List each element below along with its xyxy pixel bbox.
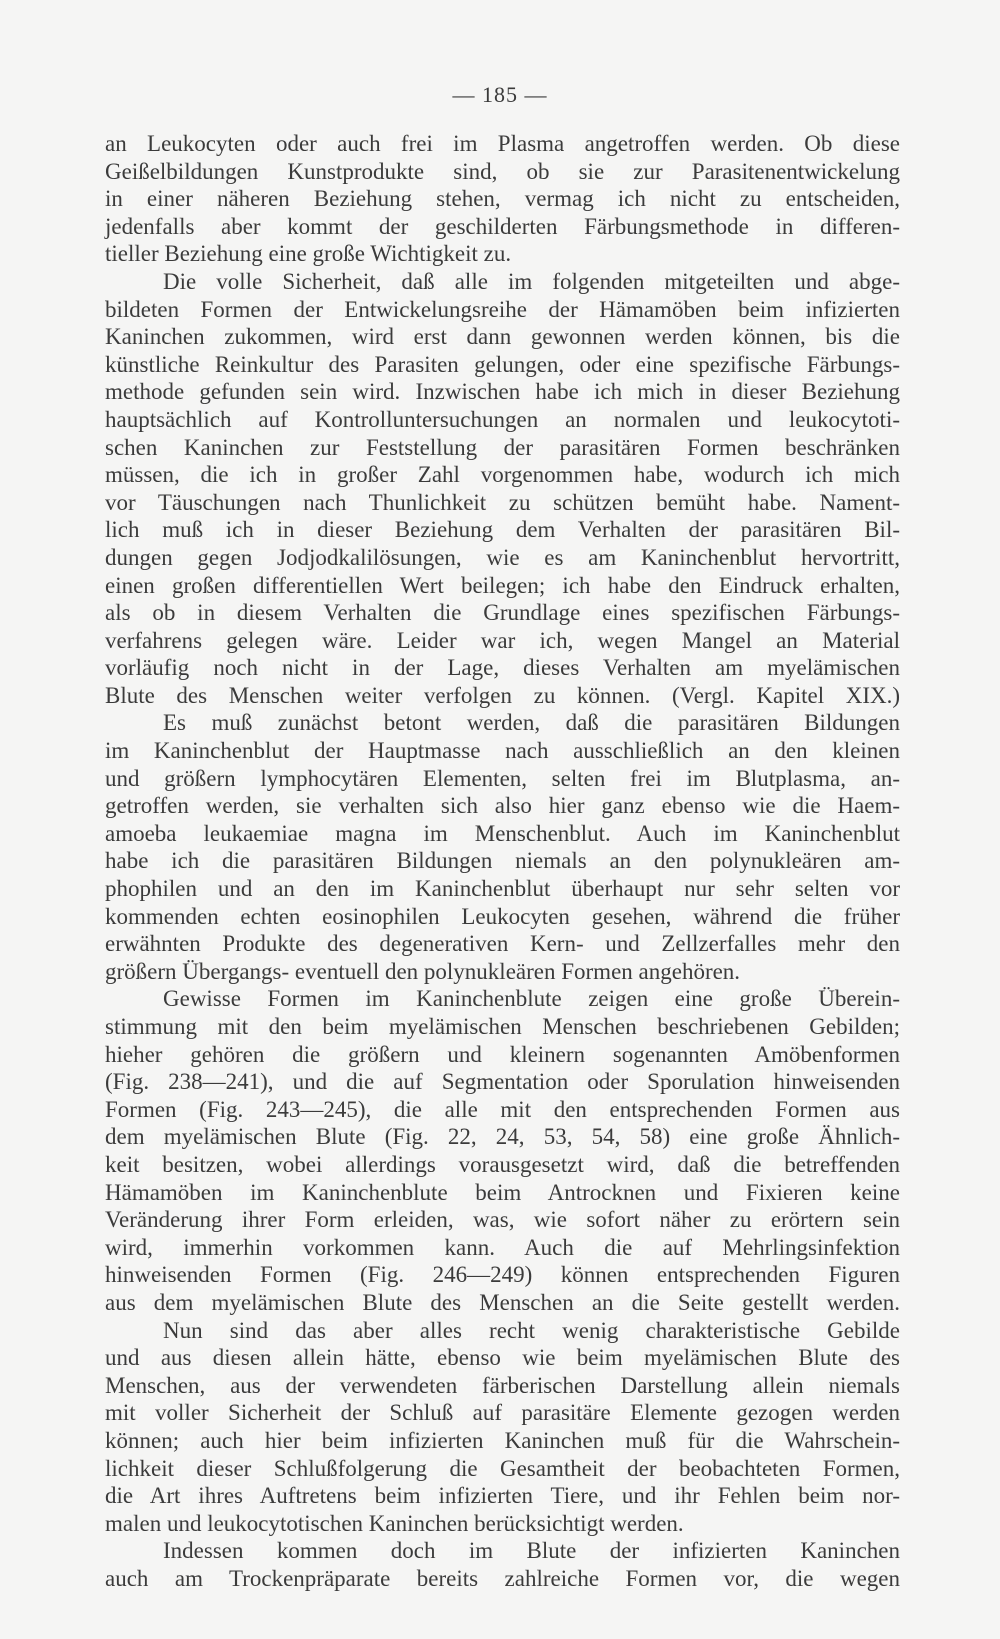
text-line: keit besitzen, wobei allerdings vorausgesetzt wird, daß die betreffenden <box>105 1151 900 1177</box>
text-line: malen und leukocytotischen Kaninchen berücksichtigt werden. <box>105 1510 684 1536</box>
text-line: die Art ihres Auftretens beim infizierten Tiere, und ihr Fehlen beim nor- <box>105 1483 900 1509</box>
text-line: lich muß ich in dieser Beziehung dem Verhalten der parasitären Bil- <box>105 517 900 543</box>
text-line: müssen, die ich in großer Zahl vorgenommen habe, wodurch ich mich <box>105 462 900 488</box>
text-line: an Leukocyten oder auch frei im Plasma angetroffen werden. Ob diese <box>105 131 900 156</box>
text-line: jedenfalls aber kommt der geschilderten Färbungsmethode in differen- <box>105 213 900 239</box>
text-line: Hämamöben im Kaninchenblute beim Antrocknen und Fixieren keine <box>105 1179 900 1205</box>
text-line: in einer näheren Beziehung stehen, vermag ich nicht zu entscheiden, <box>105 186 900 212</box>
text-line: methode gefunden sein wird. Inzwischen habe ich mich in dieser Beziehung <box>105 379 900 405</box>
text-line: einen großen differentiellen Wert beilegen; ich habe den Eindruck erhalten, <box>105 572 900 598</box>
text-line: bildeten Formen der Entwickelungsreihe der Hämamöben beim infizierten <box>105 296 900 322</box>
text-line: erwähnten Produkte des degenerativen Kern- und Zellzerfalles mehr den <box>105 931 900 957</box>
text-line: können; auch hier beim infizierten Kaninchen muß für die Wahrschein- <box>105 1427 900 1453</box>
text-line: Gewisse Formen im Kaninchenblute zeigen eine große Überein- <box>163 986 900 1012</box>
text-line: hauptsächlich auf Kontrolluntersuchungen an normalen und leukocytoti- <box>105 406 900 432</box>
text-line: Die volle Sicherheit, daß alle im folgenden mitgeteilten und abge- <box>163 268 900 294</box>
text-line: amoeba leukaemiae magna im Menschenblut. Auch im Kaninchenblut <box>105 820 900 846</box>
text-line: als ob in diesem Verhalten die Grundlage eines spezifischen Färbungs- <box>105 600 900 626</box>
text-line: wird, immerhin vorkommen kann. Auch die auf Mehrlingsinfektion <box>105 1234 900 1260</box>
text-line: Indessen kommen doch im Blute der infizierten Kaninchen <box>163 1538 900 1564</box>
text-line: Veränderung ihrer Form erleiden, was, wie sofort näher zu erörtern sein <box>105 1207 900 1233</box>
text-line: lichkeit dieser Schlußfolgerung die Gesamtheit der beobachteten Formen, <box>105 1455 900 1481</box>
text-line: vorläufig noch nicht in der Lage, dieses Verhalten am myelämischen <box>105 655 900 681</box>
text-line: vor Täuschungen nach Thunlichkeit zu schützen bemüht habe. Nament- <box>105 489 900 515</box>
body-text <box>105 130 900 1592</box>
text-line: und aus diesen allein hätte, ebenso wie beim myelämischen Blute des <box>105 1345 900 1371</box>
text-line: Menschen, aus der verwendeten färberischen Darstellung allein niemals <box>105 1372 900 1398</box>
text-line: Nun sind das aber alles recht wenig charakteristische Gebilde <box>163 1317 900 1343</box>
text-line: (Fig. 238—241), und die auf Segmentation oder Sporulation hinweisenden <box>105 1069 900 1095</box>
text-line: kommenden echten eosinophilen Leukocyten gesehen, während die früher <box>105 903 900 929</box>
text-line: auch am Trockenpräparate bereits zahlreiche Formen vor, die wegen <box>105 1565 900 1591</box>
text-line: im Kaninchenblut der Hauptmasse nach ausschließlich an den kleinen <box>105 738 900 764</box>
text-line: Es muß zunächst betont werden, daß die parasitären Bildungen <box>163 710 900 736</box>
text-line: tieller Beziehung eine große Wichtigkeit zu. <box>105 241 512 267</box>
text-line: verfahrens gelegen wäre. Leider war ich, wegen Mangel an Material <box>105 627 900 653</box>
text-line: schen Kaninchen zur Feststellung der parasitären Formen beschränken <box>105 434 900 460</box>
text-line: Blute des Menschen weiter verfolgen zu können. (Vergl. Kapitel XIX.) <box>105 682 900 708</box>
text-line: Geißelbildungen Kunstprodukte sind, ob sie zur Parasitenentwickelung <box>105 158 900 184</box>
text-line: künstliche Reinkultur des Parasiten gelungen, oder eine spezifische Färbungs- <box>105 351 900 377</box>
text-line: getroffen werden, sie verhalten sich also hier ganz ebenso wie die Haem- <box>105 793 900 819</box>
text-line: habe ich die parasitären Bildungen niemals an den polynukleären am- <box>105 848 900 874</box>
text-line: größern Übergangs- eventuell den polynukleären Formen angehören. <box>105 958 741 984</box>
text-line: hinweisenden Formen (Fig. 246—249) können entsprechenden Figuren <box>105 1262 900 1288</box>
text-line: dem myelämischen Blute (Fig. 22, 24, 53, 54, 58) eine große Ähnlich- <box>105 1124 900 1150</box>
text-line: mit voller Sicherheit der Schluß auf parasitäre Elemente gezogen werden <box>105 1400 900 1426</box>
page-number: — 185 — <box>452 82 548 107</box>
text-line: Formen (Fig. 243—245), die alle mit den entsprechenden Formen aus <box>105 1096 900 1122</box>
text-line: Kaninchen zukommen, wird erst dann gewonnen werden können, bis die <box>105 324 900 350</box>
text-line: hieher gehören die größern und kleinern sogenannten Amöbenformen <box>105 1041 900 1067</box>
text-line: und größern lymphocytären Elementen, selten frei im Blutplasma, an- <box>105 765 900 791</box>
text-line: phophilen und an den im Kaninchenblut überhaupt nur sehr selten vor <box>105 876 900 902</box>
text-line: aus dem myelämischen Blute des Menschen an die Seite gestellt werden. <box>105 1289 900 1315</box>
text-line: stimmung mit den beim myelämischen Menschen beschriebenen Gebilden; <box>105 1014 900 1039</box>
text-line: dungen gegen Jodjodkalilösungen, wie es am Kaninchenblut hervortritt, <box>105 544 900 570</box>
